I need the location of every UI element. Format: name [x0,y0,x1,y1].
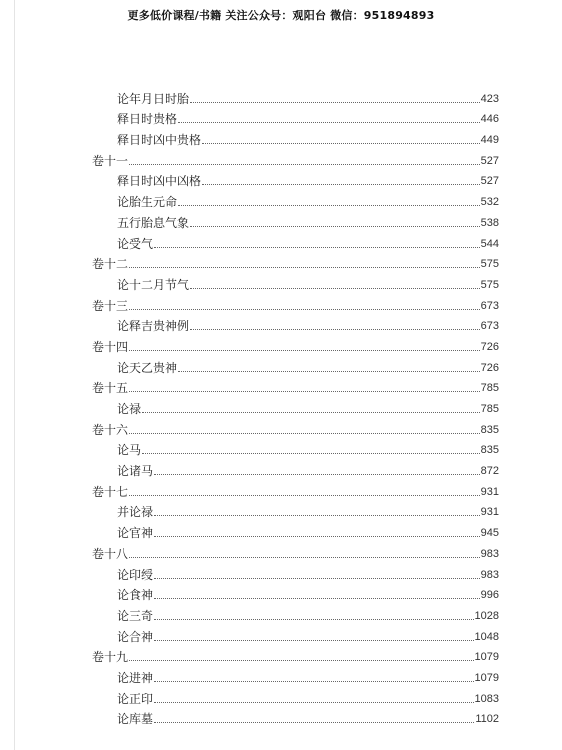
toc-volume-entry[interactable] [92,292,499,313]
toc-entry-title: 论马 [117,443,142,458]
toc-entry-page-number: 527 [480,175,499,188]
toc-entry-title: 卷十九 [92,650,129,665]
toc-dot-leader [154,619,474,620]
toc-volume-entry[interactable] [92,644,499,665]
toc-dot-leader [202,143,480,144]
toc-entry-page-number: 726 [480,340,499,353]
toc-chapter-entry[interactable] [92,395,499,416]
toc-dot-leader [142,453,480,454]
toc-chapter-entry[interactable] [92,168,499,189]
toc-entry-page-number: 996 [480,589,499,602]
toc-entry-page-number: 673 [480,299,499,312]
toc-dot-leader [129,164,480,165]
toc-entry-page-number: 544 [480,237,499,250]
toc-entry-title: 释日时凶中贵格 [117,133,202,148]
toc-entry-title: 论受气 [117,236,154,251]
toc-entry-page-number: 785 [480,382,499,395]
toc-entry-page-number: 1079 [474,651,499,664]
toc-entry-title: 卷十三 [92,298,129,313]
toc-chapter-entry[interactable] [92,623,499,644]
toc-chapter-entry[interactable] [92,209,499,230]
toc-entry-title: 卷十六 [92,422,129,437]
toc-entry-title: 论释吉贵神例 [117,319,190,334]
toc-dot-leader [154,722,474,723]
toc-entry-title: 论禄 [117,402,142,416]
toc-entry-title: 卷十二 [92,257,129,272]
toc-entry-page-number: 527 [480,154,499,167]
toc-dot-leader [154,578,480,579]
toc-entry-page-number: 785 [480,403,499,415]
toc-entry-page-number: 931 [480,485,499,498]
toc-chapter-entry[interactable] [92,519,499,540]
toc-dot-leader [154,640,474,641]
toc-entry-page-number: 575 [480,278,499,291]
toc-dot-leader [129,267,480,268]
toc-entry-title: 释日时贵格 [117,112,178,127]
toc-entry-title: 论库墓 [117,712,154,727]
toc-entry-page-number: 835 [480,444,499,457]
toc-entry-page-number: 726 [480,361,499,374]
toc-entry-page-number: 446 [480,113,499,126]
toc-chapter-entry[interactable] [92,126,499,147]
toc-dot-leader [129,495,480,496]
toc-entry-page-number: 835 [480,423,499,436]
toc-dot-leader [129,309,480,310]
toc-entry-page-number: 1048 [474,630,499,643]
toc-dot-leader [154,598,480,599]
toc-chapter-entry[interactable] [92,582,499,603]
toc-dot-leader [129,433,480,434]
toc-entry-title: 卷十一 [92,153,129,168]
page-header: 更多低价课程/书籍 关注公众号：观阳台 微信：951894893 [127,9,435,22]
toc-volume-entry[interactable] [92,478,499,499]
toc-entry-title: 释日时凶中凶格 [117,174,202,189]
toc-chapter-entry[interactable] [92,230,499,251]
toc-entry-page-number: 983 [480,547,499,560]
toc-entry-page-number: 538 [480,216,499,229]
toc-dot-leader [129,350,480,351]
toc-dot-leader [154,681,474,682]
toc-entry-page-number: 532 [480,196,499,209]
toc-dot-leader [129,391,480,392]
toc-chapter-entry[interactable] [92,85,499,106]
toc-dot-leader [202,184,480,185]
toc-volume-entry[interactable] [92,147,499,168]
toc-dot-leader [178,122,480,123]
toc-chapter-entry[interactable] [92,602,499,623]
toc-dot-leader [190,102,480,103]
toc-entry-page-number: 1083 [474,692,499,705]
page-left-edge [14,0,15,750]
toc-chapter-entry[interactable] [92,706,499,727]
toc-entry-title: 论胎生元命 [117,195,178,210]
toc-volume-entry[interactable] [92,416,499,437]
toc-entry-page-number: 872 [480,465,499,478]
toc-entry-page-number: 423 [480,92,499,105]
toc-dot-leader [142,412,480,413]
toc-entry-title: 五行胎息气象 [117,215,190,230]
toc-chapter-entry[interactable] [92,313,499,334]
toc-entry-title: 论印绶 [117,567,154,582]
toc-entry-title: 论合神 [117,629,154,644]
toc-dot-leader [178,371,480,372]
toc-chapter-entry[interactable] [92,437,499,458]
toc-entry-title: 论官神 [117,526,154,541]
toc-entry-title: 论三奇 [117,608,154,623]
toc-entry-title: 论十二月节气 [117,277,190,292]
toc-entry-page-number: 1102 [475,713,499,726]
toc-volume-entry[interactable] [92,540,499,561]
toc-volume-entry[interactable] [92,333,499,354]
toc-chapter-entry[interactable] [92,106,499,127]
toc-entry-title: 卷十八 [92,546,129,561]
toc-entry-page-number: 945 [480,527,499,540]
toc-entry-title: 论天乙贵神 [117,360,178,375]
toc-chapter-entry[interactable] [92,354,499,375]
toc-dot-leader [178,205,480,206]
toc-entry-title: 论诸马 [117,464,154,479]
toc-dot-leader [154,515,480,516]
toc-dot-leader [129,660,474,661]
toc-entry-page-number: 449 [480,134,499,147]
table-of-contents [92,85,499,726]
toc-entry-title: 卷十四 [92,339,129,354]
toc-dot-leader [154,247,480,248]
toc-entry-page-number: 983 [480,568,499,581]
toc-entry-page-number: 1028 [474,609,499,622]
toc-entry-title: 论食神 [117,588,154,603]
toc-dot-leader [154,702,474,703]
toc-entry-page-number: 1079 [474,671,499,684]
toc-entry-title: 论进神 [117,670,154,685]
toc-entry-title: 卷十七 [92,484,129,499]
toc-dot-leader [154,536,480,537]
toc-chapter-entry[interactable] [92,561,499,582]
toc-chapter-entry[interactable] [92,664,499,685]
toc-entry-page-number: 673 [480,320,499,333]
toc-entry-title: 论正印 [117,691,154,706]
toc-dot-leader [190,329,480,330]
toc-entry-title: 论年月日时胎 [117,91,190,106]
toc-dot-leader [190,226,480,227]
toc-dot-leader [154,474,480,475]
toc-volume-entry[interactable] [92,251,499,272]
toc-chapter-entry[interactable] [92,188,499,209]
toc-chapter-entry[interactable] [92,499,499,520]
toc-entry-title: 卷十五 [92,381,129,396]
toc-dot-leader [190,288,480,289]
toc-volume-entry[interactable] [92,375,499,396]
toc-chapter-entry[interactable] [92,685,499,706]
toc-dot-leader [129,557,480,558]
toc-entry-page-number: 575 [480,258,499,271]
toc-entry-page-number: 931 [480,506,499,519]
toc-entry-title: 并论禄 [117,505,154,520]
toc-chapter-entry[interactable] [92,457,499,478]
toc-chapter-entry[interactable] [92,271,499,292]
